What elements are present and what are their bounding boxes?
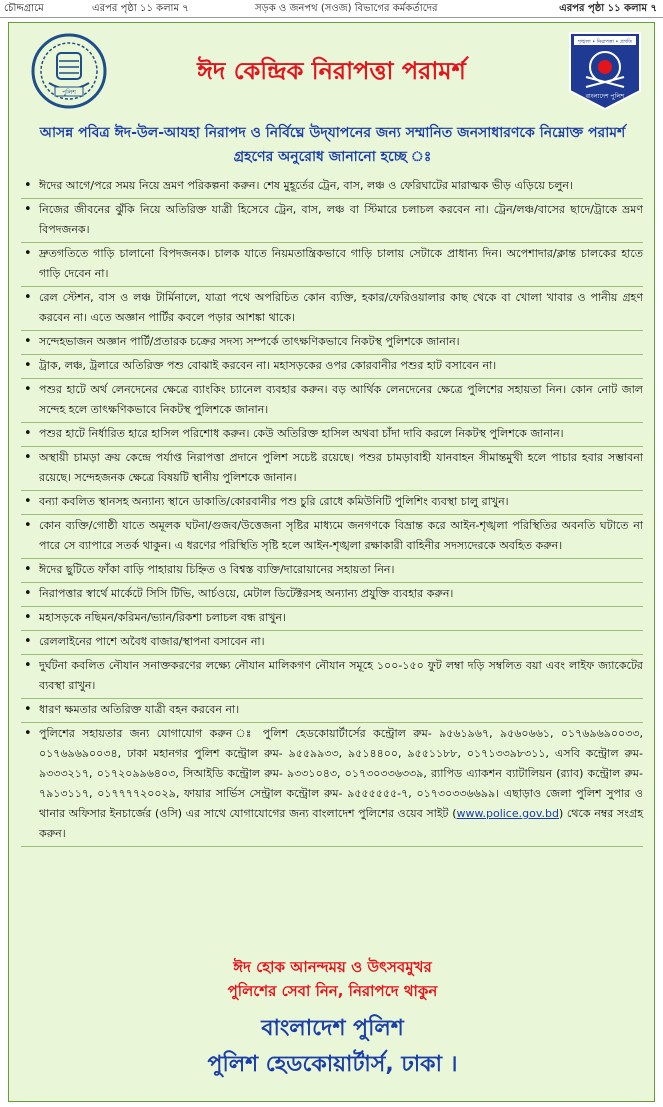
bangladesh-police-logo-icon [568,31,642,111]
page-title: ঈদ কেন্দ্রিক নিরাপত্তা পরামর্শ [197,57,466,85]
contact-text: পুলিশের সহায়তার জন্য যোগাযোগ করুন ঃ পুলিশ হেডকোয়ার্টার্সের কন্ট্রোল রুম- ৯৫৬১৯৬৭, ৯৫৬০৬৬১, ০১৭৬৯৬৯০০৩৩, ০১৭৬৯৬৯০০৩৪, ঢাকা মহানগর পুলিশ কন্ট্রোল রুম- ৯৫৫৯৯৩৩, ৯৫১৪৪০০, ৯৫৫১১৮৮, ০১৭১৩৩৯৮৩১১, এসবি কন্ট্রোল রুম- ৯৩৩৩২১৭, ০১৭২০৯৯৬৪০৩, সিআইডি কন্ট্রোল রুম- ৯৩৩১০৪৩, ০১৭৩০৩৩৬৩৩৯, র‍্যাপিড এ্যাকশন ব্যাটালিয়ন (র‍্যাব) কন্ট্রোল রুম- ৭৯১৩১১৭, ০১৭৭৭৭২০০২৯, ফায়ার সার্ভিস সেন্ট্রাল কন্ট্রোল রুম- ৯৫৫৫৫৫৫-৭, ০১৭৩০৩৩৬৬৯৯। এছাড়াও জেলা পুলিশ সুপার ও থানার অফিসার ইনচার্জের (ওসি) এর সাথে যোগাযোগের জন্য বাংলাদেশ পুলিশের ওয়েব সাইট [39,727,643,820]
list-item: • ট্রাক, লঞ্চ, ট্রলারে অতিরিক্ত পশু বোঝাই করবেন না। মহাসড়কের ওপর কোরবানীর পশুর হাট বসাবেন না। [21,355,643,379]
police-emblem-icon [29,31,109,111]
list-item: • মহাসড়কে নছিমন/করিমন/ভ্যান/রিকশা চলাচল বন্ধ রাখুন। [21,607,643,631]
list-item: • নিরাপত্তার স্বার্থে মার্কেটে সিসি টিভি, আর্চওয়ে, মেটাল ডিটেক্টরসহ অন্যান্য প্রযুক্তি ব্যবহার করুন। [21,583,643,607]
contact-suffix: থেকে নম্বর সংগ্রহ করুন। [39,807,644,840]
police-website-link[interactable]: www.police.gov.bd [456,807,559,820]
list-item: • সন্দেহভাজন অজ্ঞান পার্টি/প্রতারক চক্রের সদস্য সম্পর্কে তাৎক্ষণিকভাবে নিকটস্থ পুলিশকে জানান। [21,331,643,355]
divider [0,17,663,18]
continuation-text-left: চৌদ্দগ্রামে [4,3,44,14]
advice-list [21,175,643,847]
continuation-page-ref-2: এরপর পৃষ্ঠা ১১ কলাম ৭ [559,3,657,14]
newspaper-top-strip [0,0,663,18]
list-item: • ঈদের আগে/পরে সময় নিয়ে ভ্রমণ পরিকল্পনা করুন। শেষ মুহূর্তের ট্রেন, বাস, লঞ্চ ও ফেরিঘাটের মারাত্মক ভীড় এড়িয়ে চলুন। [21,175,643,199]
list-item: • ধারণ ক্ষমতার অতিরিক্ত যাত্রী বহন করবেন না। [21,699,643,723]
list-item: • কোন ব্যক্তি/গোষ্ঠী যাতে অমূলক ঘটনা/গুজব/উত্তেজনা সৃষ্টির মাধ্যমে জনগণকে বিভ্রান্ত করে আইন-শৃঙ্খলা পরিস্থিতির অবনতি ঘটাতে না পারে সে ব্যাপারে সতর্ক থাকুন। এ ধরণের পরিস্থিতি সৃষ্টি হলে আইন-শৃঙ্খলা রক্ষাকারী বাহিনীর সদস্যদেরকে অবহিত করুন। [21,515,643,559]
list-item: • দ্রুতগতিতে গাড়ি চালানো বিপদজনক। চালক যাতে নিয়মতান্ত্রিকভাবে গাড়ি চালায় সেটাকে প্রাধান্য দিন। অপেশাদার/ক্লান্ত চালকের হাতে গাড়ি দেবেন না। [21,243,643,287]
svg-text:পুলিশ: পুলিশ [62,89,76,96]
list-item: • নিজের জীবনের ঝুঁকি নিয়ে অতিরিক্ত যাত্রী হিসেবে ট্রেন, বাস, লঞ্চ বা স্টিমারে চলাচল করবেন না। ট্রেন/লঞ্চ/বাসের ছাদে/ট্রাকে ভ্রমণ বিপদজনক। [21,199,643,243]
list-item: • রেল স্টেশন, বাস ও লঞ্চ টার্মিনালে, যাত্রা পথে অপরিচিত কোন ব্যক্তি, হকার/ফেরিওয়ালার কাছ থেকে বা খোলা খাবার ও পানীয় গ্রহণ করবেন না। এতে অজ্ঞান পার্টির কবলে পড়ার আশঙ্কা থাকে। [21,287,643,331]
advertisement-panel [8,22,655,1102]
organization-address: পুলিশ হেডকোয়ার্টার্স, ঢাকা । [207,1052,458,1077]
slogan-line-2: পুলিশের সেবা নিন, নিরাপদে থাকুন [227,982,438,1000]
svg-text:বাংলাদেশ পুলিশ: বাংলাদেশ পুলিশ [585,93,625,100]
slogan-line-1: ঈদ হোক আনন্দময় ও উৎসবমুখর [233,958,432,976]
list-item: • ঈদের ছুটিতে ফাঁকা বাড়ি পাহারায় চিহ্নিত ও বিশ্বস্ত ব্যক্তি/দারোয়ানের সহায়তা নিন। [21,559,643,583]
list-item: • দুর্ঘটনা কবলিত নৌযান সনাক্তকরণের লক্ষ্যে নৌযান মালিকগণ নৌযান সমূহে ১০০-১৫০ ফুট লম্বা দড়ি সম্বলিত বয়া এবং লাইফ জ্যাকেটের ব্যবস্থা রাখুন। [21,655,643,699]
subtitle: আসন্ন পবিত্র ঈদ-উল-আযহা নিরাপদ ও নির্বিঘ্নে উদ্‌যাপনের জন্য সম্মানিত জনসাধারণকে নিম্নোক্ত পরামর্শ গ্রহণের অনুরোধ জানানো হচ্ছে ঃ [39,125,626,165]
list-item: • পশুর হাটে নির্ধারিত হারে হাসিল পরিশোধ করুন। কেউ অতিরিক্ত হাসিল অথবা চাঁদা দাবি করলে নিকটস্থ পুলিশকে জানান। [21,423,643,447]
list-item: • পশুর হাটে অর্থ লেনদেনের ক্ষেত্রে ব্যাংকিং চ্যানেল ব্যবহার করুন। বড় আর্থিক লেনদেনের ক্ষেত্রে পুলিশের সহায়তা নিন। কোন নোট জাল সন্দেহ হলে তাৎক্ষণিকভাবে নিকটস্থ পুলিশকে জানান। [21,379,643,423]
continuation-text-middle: সড়ক ও জনপথ (সওজ) বিভাগের কর্মকর্তাদের [255,3,438,14]
contact-list-item: • পুলিশের সহায়তার জন্য যোগাযোগ করুন ঃ পুলিশ হেডকোয়ার্টার্সের কন্ট্রোল রুম- ৯৫৬১৯৬৭, ৯৫৬০৬৬১, ০১৭৬৯৬৯০০৩৩, ০১৭৬৯৬৯০০৩৪, ঢাকা মহানগর পুলিশ কন্ট্রোল রুম- ৯৫৫৯৯৩৩, ৯৫১৪৪০০, ৯৫৫১১৮৮, ০১৭১৩৩৯৮৩১১, এসবি কন্ট্রোল রুম- ৯৩৩৩২১৭, ০১৭২০৯৯৬৪০৩, সিআইডি কন্ট্রোল রুম- ৯৩৩১০৪৩, ০১৭৩০৩৩৬৩৩৯, র‍্যাপিড এ্যাকশন ব্যাটালিয়ন (র‍্যাব) কন্ট্রোল রুম- ৭৯১৩১১৭, ০১৭৭৭৭২০০২৯, ফায়ার সার্ভিস সেন্ট্রাল কন্ট্রোল রুম- ৯৫৫৫৫৫৫-৭, ০১৭৩০৩৩৬৬৯৯। এছাড়াও জেলা পুলিশ সুপার ও থানার অফিসার ইনচার্জের (ওসি) এর সাথে যোগাযোগের জন্য বাংলাদেশ পুলিশের ওয়েব সাইট (www.police.gov.bd) থেকে নম্বর সংগ্রহ করুন। [21,723,643,847]
continuation-page-ref-1: এরপর পৃষ্ঠা ১১ কলাম ৭ [92,3,189,14]
organization-name: বাংলাদেশ পুলিশ [261,1016,404,1041]
list-item: • অস্থায়ী চামড়া ক্রয় কেন্দ্রে পর্যাপ্ত নিরাপত্তা প্রদানে পুলিশ সচেষ্ট রয়েছে। পশুর চামড়াবাহী যানবাহন সীমান্তমুখী হলে পাচার হবার সম্ভাবনা রয়েছে। সন্দেহজনক ক্ষেত্রে বিষয়টি স্থানীয় পুলিশকে জানান। [21,447,643,491]
list-item: • বন্যা কবলিত স্থানসহ অন্যান্য স্থানে ডাকাতি/কোরবানীর পশু চুরি রোধে কমিউনিটি পুলিশিং ব্যবস্থা চালু রাখুন। [21,491,643,515]
footer [9,955,656,1083]
svg-text:শৃঙ্খলা • নিরাপত্তা • প্রগতি: শৃঙ্খলা • নিরাপত্তা • প্রগতি [577,39,633,45]
list-item: • রেললাইনের পাশে অবৈধ বাজার/স্থাপনা বসাবেন না। [21,631,643,655]
